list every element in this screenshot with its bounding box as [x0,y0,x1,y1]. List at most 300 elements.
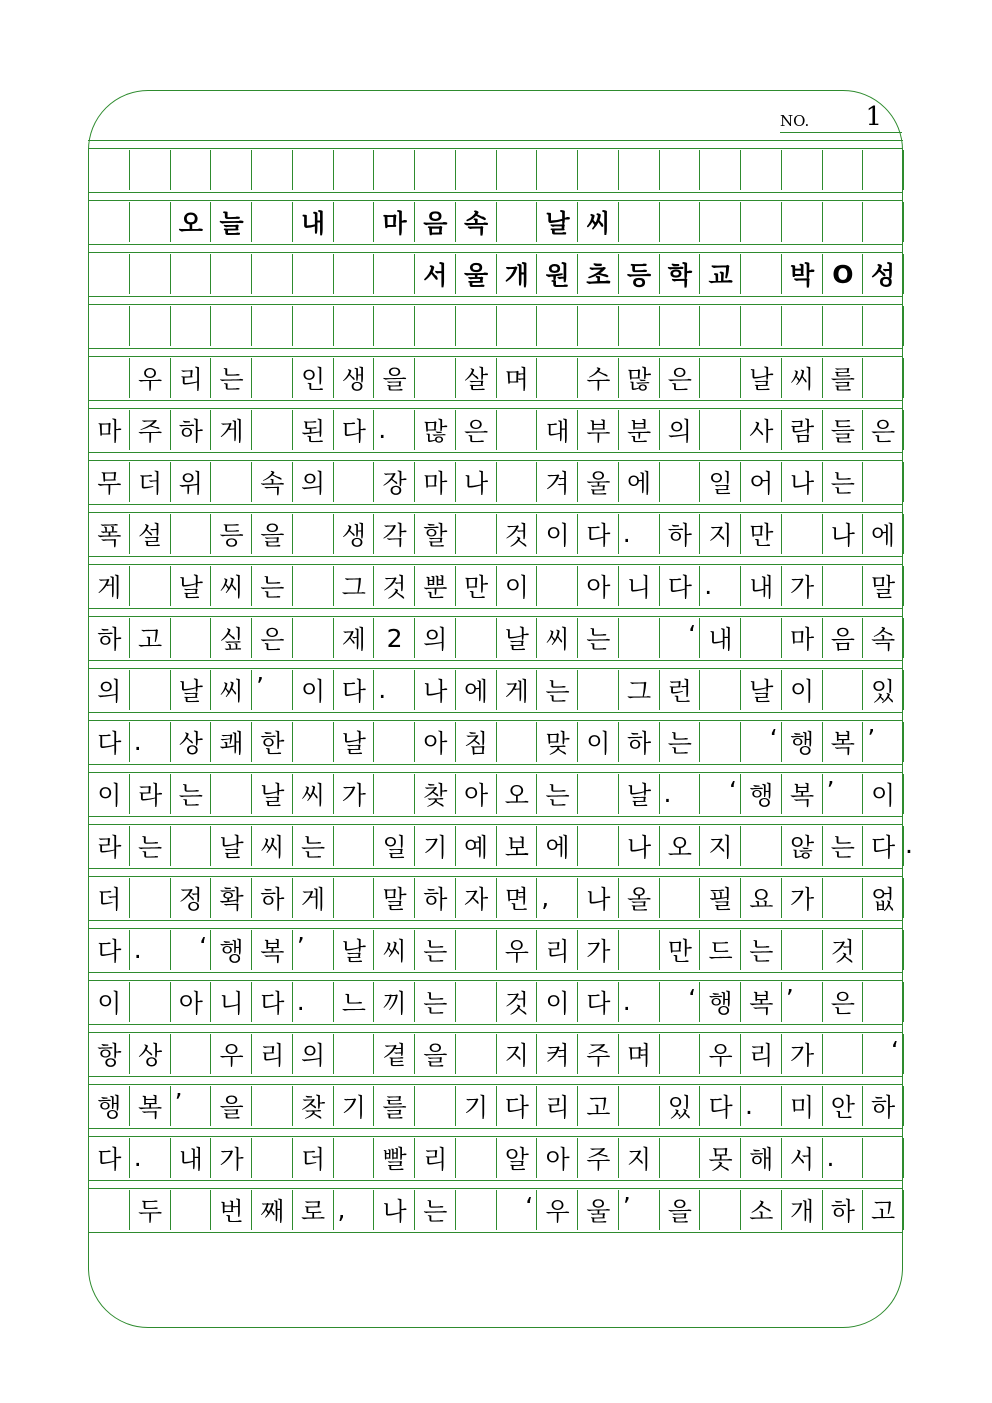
grid-cell: 이 [862,774,904,814]
grid-cell: . [129,930,171,970]
grid-cell [536,150,578,190]
grid-cell [618,930,660,970]
grid-cell [455,1138,497,1178]
grid-cell [455,982,497,1022]
grid-cell: 음 [822,618,864,658]
grid-cell: 면 [496,878,538,918]
grid-cell [618,306,660,346]
paragraph-row-3 [88,514,903,554]
grid-cell [740,618,782,658]
grid-cell [496,410,538,450]
grid-cell: 복 [822,722,864,762]
grid-cell: 행 [699,982,741,1022]
grid-cell: 된 [292,410,334,450]
grid-cell: 다 [251,982,293,1022]
grid-cell [251,410,293,450]
grid-cell: 나 [373,1190,415,1230]
grid-cell [373,306,415,346]
grid-cell [740,202,782,242]
paragraph-row-12 [88,982,903,1022]
grid-cell: 위 [170,462,212,502]
grid-cell [129,878,171,918]
grid-cell: 맞 [536,722,578,762]
grid-cell: 리 [251,1034,293,1074]
grid-cell: 날 [210,826,252,866]
grid-cell: 개 [781,1190,823,1230]
grid-cell: 쾌 [210,722,252,762]
grid-cell: 이 [88,774,130,814]
grid-cell [129,306,171,346]
grid-cell: 교 [699,254,741,294]
grid-cell: 날 [496,618,538,658]
grid-cell: 하 [862,1086,904,1126]
grid-cell: 다 [88,722,130,762]
grid-cell: 나 [781,462,823,502]
grid-cell: 폭 [88,514,130,554]
grid-cell: 가 [577,930,619,970]
grid-cell: 학 [659,254,701,294]
grid-cell: 날 [740,358,782,398]
grid-cell: 상 [129,1034,171,1074]
row-separator [88,816,903,825]
grid-cell: 는 [577,618,619,658]
row-separator [88,660,903,669]
grid-cell: 못 [699,1138,741,1178]
grid-cell: 날 [170,670,212,710]
grid-cell: 나 [577,878,619,918]
grid-cell: 의 [414,618,456,658]
grid-cell: 오 [170,202,212,242]
grid-cell: . [618,982,660,1022]
grid-cell [699,1190,741,1230]
grid-cell: 가 [210,1138,252,1178]
grid-cell: 오 [659,826,701,866]
grid-cell: 마 [414,462,456,502]
grid-cell: 느 [333,982,375,1022]
grid-cell: 리 [536,930,578,970]
grid-cell: 씨 [781,358,823,398]
grid-cell [699,410,741,450]
grid-cell: 박 [781,254,823,294]
grid-cell: 는 [822,462,864,502]
grid-cell [455,1034,497,1074]
grid-cell [251,254,293,294]
grid-cell: 필 [699,878,741,918]
grid-cell: 뿐 [414,566,456,606]
grid-cell [333,1138,375,1178]
grid-cell: 복 [740,982,782,1022]
grid-cell: 두 [129,1190,171,1230]
grid-cell: . [699,566,741,606]
grid-cell [781,306,823,346]
row-separator [88,400,903,409]
grid-cell: 성 [862,254,904,294]
grid-cell [822,878,864,918]
grid-cell: 은 [455,410,497,450]
grid-cell: 씨 [373,930,415,970]
grid-cell [414,150,456,190]
grid-cell: 정 [170,878,212,918]
grid-cell [699,306,741,346]
grid-cell: ‘ [659,982,701,1022]
grid-cell [659,1034,701,1074]
grid-cell: 상 [170,722,212,762]
grid-cell [618,150,660,190]
grid-cell: 살 [455,358,497,398]
grid-cell: 끼 [373,982,415,1022]
row-separator [88,868,903,877]
grid-cell: 알 [496,1138,538,1178]
grid-cell: 것 [822,930,864,970]
grid-cell [781,150,823,190]
grid-cell: 들 [822,410,864,450]
grid-cell: 설 [129,514,171,554]
grid-cell: 을 [251,514,293,554]
grid-cell: 날 [536,202,578,242]
paragraph-row-5 [88,618,903,658]
grid-cell: . [822,1138,864,1178]
paragraph-row-14 [88,1086,903,1126]
grid-cell [781,202,823,242]
row-separator [88,348,903,357]
grid-cell: 은 [862,410,904,450]
grid-cell [170,1190,212,1230]
grid-cell: 니 [210,982,252,1022]
grid-cell [373,150,415,190]
grid-cell: 라 [88,826,130,866]
overflow-period: . [905,830,913,859]
grid-cell [862,462,904,502]
grid-cell [210,150,252,190]
grid-cell: 는 [129,826,171,866]
grid-cell [577,826,619,866]
row-separator [88,140,903,149]
grid-cell [455,1190,497,1230]
grid-cell: 를 [373,1086,415,1126]
grid-cell: 원 [536,254,578,294]
row-separator [88,1232,903,1233]
grid-cell: 주 [577,1034,619,1074]
grid-cell [659,202,701,242]
grid-cell: 지 [496,1034,538,1074]
grid-cell [536,566,578,606]
grid-cell: 만 [740,514,782,554]
grid-cell [536,306,578,346]
grid-cell: 의 [292,462,334,502]
grid-cell [455,514,497,554]
grid-cell: 은 [659,358,701,398]
grid-cell: 며 [618,1034,660,1074]
grid-cell [129,150,171,190]
grid-cell [333,1034,375,1074]
grid-cell: 는 [740,930,782,970]
grid-cell: ‘ [740,722,782,762]
grid-cell: 날 [740,670,782,710]
grid-cell: 만 [659,930,701,970]
grid-cell: 어 [740,462,782,502]
grid-cell: ’ [170,1086,212,1126]
grid-cell [740,826,782,866]
grid-cell: 지 [699,826,741,866]
grid-cell: 내 [699,618,741,658]
author [88,254,903,294]
grid-cell: 게 [210,410,252,450]
grid-cell [333,826,375,866]
grid-cell [210,774,252,814]
grid-cell [659,462,701,502]
grid-cell [129,982,171,1022]
grid-cell: ’ [292,930,334,970]
grid-cell [170,826,212,866]
grid-cell: 속 [455,202,497,242]
grid-cell [862,306,904,346]
grid-cell: 것 [496,982,538,1022]
grid-cell: 수 [577,358,619,398]
grid-cell [618,618,660,658]
grid-cell: 에 [862,514,904,554]
grid-cell: 다 [577,982,619,1022]
grid-cell [536,358,578,398]
grid-cell [129,254,171,294]
grid-cell: 일 [373,826,415,866]
grid-cell: , [333,1190,375,1230]
grid-cell: 것 [373,566,415,606]
grid-cell: 항 [88,1034,130,1074]
grid-cell: 씨 [292,774,334,814]
grid-cell [659,1138,701,1178]
grid-cell: 을 [659,1190,701,1230]
grid-cell [129,566,171,606]
grid-cell: . [129,1138,171,1178]
row-separator [88,556,903,565]
grid-cell [210,462,252,502]
grid-cell [129,670,171,710]
paragraph-row-15 [88,1138,903,1178]
paragraph-row-8 [88,774,903,814]
grid-cell: 날 [333,930,375,970]
grid-cell: 무 [88,462,130,502]
grid-cell: 게 [88,566,130,606]
grid-cell [251,202,293,242]
grid-cell: 의 [659,410,701,450]
grid-cell [373,254,415,294]
grid-cell: ‘ [659,618,701,658]
grid-cell: 는 [414,1190,456,1230]
grid-cell: 일 [699,462,741,502]
row-separator [88,192,903,201]
grid-cell [699,202,741,242]
grid-cell: ’ [862,722,904,762]
grid-cell: 이 [292,670,334,710]
grid-cell: 는 [414,930,456,970]
grid-cell: 나 [414,670,456,710]
grid-cell: 늘 [210,202,252,242]
grid-cell: 소 [740,1190,782,1230]
grid-cell [88,306,130,346]
grid-cell [88,358,130,398]
grid-cell: ’ [822,774,864,814]
grid-cell: 마 [373,202,415,242]
grid-cell: 울 [577,1190,619,1230]
grid-cell: 개 [496,254,538,294]
grid-cell: . [618,514,660,554]
grid-cell: 2 [373,618,415,658]
grid-cell: ’ [618,1190,660,1230]
row-separator [88,1128,903,1137]
grid-cell [781,930,823,970]
grid-cell [699,722,741,762]
grid-cell: 은 [251,618,293,658]
grid-cell [292,150,334,190]
grid-cell: 서 [414,254,456,294]
row-separator [88,452,903,461]
grid-cell: ’ [781,982,823,1022]
grid-cell: 더 [88,878,130,918]
grid-cell [251,358,293,398]
grid-cell: 빨 [373,1138,415,1178]
grid-cell: 가 [781,566,823,606]
grid-cell [496,306,538,346]
row-separator [88,504,903,513]
grid-cell: 나 [822,514,864,554]
grid-cell: 내 [740,566,782,606]
grid-cell [862,150,904,190]
grid-cell: , [536,878,578,918]
grid-cell: 는 [414,982,456,1022]
grid-cell [292,722,334,762]
grid-cell [822,150,864,190]
grid-cell: 나 [455,462,497,502]
grid-cell: 며 [496,358,538,398]
grid-cell [740,306,782,346]
grid-cell: 에 [618,462,660,502]
grid-cell: 게 [292,878,334,918]
grid-cell: 리 [536,1086,578,1126]
grid-cell: 째 [251,1190,293,1230]
row-separator [88,1076,903,1085]
grid-cell [618,1086,660,1126]
paragraph-row-2 [88,462,903,502]
grid-cell: 지 [618,1138,660,1178]
grid-cell: 날 [618,774,660,814]
grid-cell: ‘ [699,774,741,814]
grid-cell: 복 [251,930,293,970]
grid-cell: 는 [536,774,578,814]
grid-cell: O [822,254,864,294]
grid-cell: 기 [414,826,456,866]
grid-cell: 는 [822,826,864,866]
grid-cell: ‘ [862,1034,904,1074]
row-separator [88,920,903,929]
grid-cell [496,462,538,502]
row-separator [88,1024,903,1033]
grid-cell: ‘ [170,930,212,970]
grid-cell: 없 [862,878,904,918]
grid-cell [210,254,252,294]
grid-cell: 한 [251,722,293,762]
grid-cell: 로 [292,1190,334,1230]
grid-cell [414,306,456,346]
grid-cell: 이 [536,514,578,554]
grid-cell: 리 [170,358,212,398]
grid-cell [292,254,334,294]
grid-cell: 침 [455,722,497,762]
grid-cell [170,514,212,554]
grid-cell: 이 [536,982,578,1022]
grid-cell [822,566,864,606]
grid-cell: 우 [699,1034,741,1074]
grid-cell [822,670,864,710]
row-separator [88,764,903,773]
grid-cell: 있 [659,1086,701,1126]
grid-cell: 주 [577,1138,619,1178]
grid-cell: 속 [862,618,904,658]
grid-cell: 는 [251,566,293,606]
grid-cell: 다 [699,1086,741,1126]
grid-cell: ‘ [496,1190,538,1230]
grid-cell: 다 [333,410,375,450]
grid-cell [170,150,212,190]
grid-cell: 마 [88,410,130,450]
grid-cell: 람 [781,410,823,450]
grid-cell: 대 [536,410,578,450]
row-separator [88,296,903,305]
grid-cell: 음 [414,202,456,242]
grid-cell: 서 [781,1138,823,1178]
grid-cell: 분 [618,410,660,450]
grid-cell [822,306,864,346]
grid-cell [577,670,619,710]
grid-cell: 행 [781,722,823,762]
grid-cell: 행 [88,1086,130,1126]
grid-cell: 고 [129,618,171,658]
row-separator [88,608,903,617]
grid-cell: 요 [740,878,782,918]
grid-cell: 있 [862,670,904,710]
grid-cell: 아 [577,566,619,606]
grid-cell: 행 [740,774,782,814]
grid-cell: 올 [618,878,660,918]
grid-cell: 우 [496,930,538,970]
grid-cell: 내 [170,1138,212,1178]
grid-cell: 더 [129,462,171,502]
grid-cell: 는 [659,722,701,762]
grid-cell: 드 [699,930,741,970]
grid-cell [862,202,904,242]
grid-cell [577,774,619,814]
grid-cell [373,722,415,762]
grid-cell [170,254,212,294]
grid-cell [496,150,538,190]
paragraph-row-10 [88,878,903,918]
grid-cell: 자 [455,878,497,918]
grid-cell: 찾 [292,1086,334,1126]
grid-cell [781,514,823,554]
row-separator [88,972,903,981]
grid-cell: 보 [496,826,538,866]
grid-cell: 다 [88,930,130,970]
grid-cell: 등 [618,254,660,294]
grid-cell: 날 [170,566,212,606]
paragraph-row-9 [88,826,913,866]
grid-cell [88,150,130,190]
grid-cell: 의 [88,670,130,710]
grid-cell: 겨 [536,462,578,502]
grid-cell: 씨 [251,826,293,866]
row-separator [88,712,903,721]
grid-cell: 이 [781,670,823,710]
grid-cell: 이 [496,566,538,606]
